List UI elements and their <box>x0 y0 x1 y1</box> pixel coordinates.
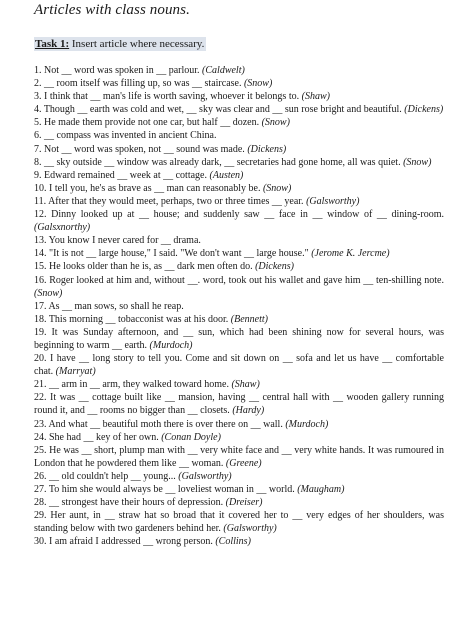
exercise-source: (Austen) <box>209 169 244 181</box>
exercise-text: 2. __ room itself was filling up, so was __ staircase. <box>34 78 244 90</box>
exercise-text: 22. It was __ cottage built like __ mansion, having __ central hall with __ wooden gallery running round it, and __ rooms no bigger than __ closets. <box>34 392 444 417</box>
exercise-item <box>34 64 444 77</box>
exercise-source: (Snow) <box>34 287 63 299</box>
exercise-item <box>34 326 444 352</box>
exercise-source: (Snow) <box>243 78 273 90</box>
exercise-item <box>34 496 444 509</box>
exercise-item <box>34 313 444 326</box>
exercise-item <box>34 234 444 247</box>
exercise-text: 17. As __ man sows, so shall he reap. <box>34 300 184 312</box>
task-heading <box>34 37 206 51</box>
exercise-source: (Murdoch) <box>285 418 329 430</box>
exercise-source: (Snow) <box>261 117 290 129</box>
exercise-item <box>34 143 444 156</box>
exercise-text: 16. Roger looked at him and, without __. word, took out his wallet and gave him __ ten-shilling note. <box>34 274 444 286</box>
exercise-item <box>34 182 444 195</box>
exercise-text: 6. __ compass was invented in ancient China. <box>34 130 217 142</box>
exercise-source: (Galsworthy) <box>223 523 277 535</box>
exercise-item <box>34 208 444 234</box>
exercise-text: 27. To him she would always be __ loveliest woman in __ world. <box>34 484 298 495</box>
exercise-item <box>34 535 444 548</box>
exercise-source: (Caldwelt) <box>202 65 245 76</box>
exercise-source: (Galsworthy) <box>306 195 360 207</box>
exercise-text: 21. __ arm in __ arm, they walked toward home. <box>34 379 232 391</box>
exercise-text: 23. And what __ beautiful moth there is over there on __ wall. <box>34 418 286 430</box>
exercise-source: (Dickens) <box>247 143 287 155</box>
exercise-item <box>34 378 444 391</box>
exercise-text: 14. "It is not __ large house," I said. "We don't want __ large house." <box>34 248 312 260</box>
exercise-text: 4. Though __ earth was cold and wet, __ sky was clear and __ sun rose bright and beautiful. <box>34 104 405 116</box>
exercise-text: 19. It was Sunday afternoon, and __ sun, which had been shining now for several hours, was beginning to warm __ earth. <box>34 326 444 351</box>
exercise-item <box>34 103 444 116</box>
exercise-text: 9. Edward remained __ week at __ cottage. <box>34 169 210 181</box>
exercise-text: 1. Not __ word was spoken in __ parlour. <box>34 65 203 76</box>
exercise-item <box>34 169 444 182</box>
exercise-source: (Conan Doyle) <box>161 431 221 443</box>
exercise-source: (Maugham) <box>297 484 345 495</box>
exercise-text: 13. You know I never cared for __ drama. <box>34 235 201 247</box>
exercise-text: 25. He was __ short, plump man with __ very white face and __ very white hands. It was rumoured in London that he powdered them like __ woman. <box>34 444 444 469</box>
exercise-item <box>34 77 444 90</box>
exercise-source: (Galsxnorthy) <box>34 222 91 234</box>
exercise-text: 8. __ sky outside __ window was already dark, __ secretaries had gone home, all was quiet. <box>34 156 404 168</box>
exercise-item <box>34 300 444 313</box>
exercise-item <box>34 483 444 496</box>
exercise-text: 18. This morning __ tobacconist was at his door. <box>34 313 231 325</box>
exercise-item <box>34 116 444 129</box>
task-instruction: Insert article where necessary. <box>69 38 205 50</box>
exercise-source: (Shaw) <box>231 379 260 391</box>
exercise-item <box>34 352 444 378</box>
exercise-source: (Dreiser) <box>225 497 263 509</box>
exercise-list <box>34 64 444 548</box>
exercise-item <box>34 431 444 444</box>
exercise-item <box>34 129 444 142</box>
exercise-item <box>34 274 444 300</box>
exercise-text: 11. After that they would meet, perhaps, two or three times __ year. <box>34 195 307 207</box>
task-label: Task 1: <box>35 38 70 50</box>
exercise-source: (Collins) <box>215 536 251 548</box>
exercise-item <box>34 247 444 260</box>
exercise-text: 28. __ strongest have their hours of depression. <box>34 497 226 509</box>
exercise-source: (Snow) <box>262 182 292 194</box>
exercise-text: 29. Her aunt, in __ straw hat so broad that it covered her to __ very edges of her shoulders, was standing below with two gardeners behind her. <box>34 510 444 535</box>
exercise-source: (Jerome K. Jercme) <box>311 248 390 260</box>
exercise-item <box>34 509 444 535</box>
exercise-source: (Dickens) <box>404 104 444 116</box>
exercise-text: 26. __ old couldn't help __ young... <box>34 470 179 482</box>
exercise-text: 30. I am afraid I addressed __ wrong person. <box>34 536 216 548</box>
exercise-source: (Galsworthy) <box>178 470 232 482</box>
exercise-item <box>34 418 444 431</box>
exercise-source: (Marryat) <box>55 366 96 378</box>
exercise-text: 12. Dinny looked up at __ house; and suddenly saw __ face in __ window of __ dining-room. <box>34 209 444 221</box>
exercise-item <box>34 444 444 470</box>
exercise-text: 10. I tell you, he's as brave as __ man can reasonably be. <box>34 182 263 194</box>
exercise-text: 15. He looks older than he is, as __ dark men often do. <box>34 261 256 273</box>
exercise-text: 24. She had __ key of her own. <box>34 431 162 443</box>
page-title: Articles with class nouns. <box>34 2 190 18</box>
exercise-text: 5. He made them provide not one car, but half __ dozen. <box>34 117 262 129</box>
exercise-source: (Greene) <box>225 457 262 469</box>
exercise-source: (Murdoch) <box>149 339 193 351</box>
exercise-text: 20. I have __ long story to tell you. Come and sit down on __ sofa and let us have __ comfortable chat. <box>34 353 444 378</box>
exercise-source: (Hardy) <box>232 405 265 417</box>
exercise-source: (Shaw) <box>301 91 330 103</box>
exercise-source: (Dickens) <box>255 261 294 273</box>
exercise-text: 7. Not __ word was spoken, not __ sound was made. <box>34 143 248 155</box>
exercise-item <box>34 260 444 273</box>
exercise-item <box>34 195 444 208</box>
exercise-source: (Bennett) <box>230 313 268 325</box>
exercise-source: (Snow) <box>403 156 432 168</box>
exercise-item <box>34 470 444 483</box>
exercise-item <box>34 90 444 103</box>
exercise-item <box>34 156 444 169</box>
exercise-text: 3. I think that __ man's life is worth saving, whoever it belongs to. <box>34 91 302 103</box>
exercise-item <box>34 391 444 417</box>
